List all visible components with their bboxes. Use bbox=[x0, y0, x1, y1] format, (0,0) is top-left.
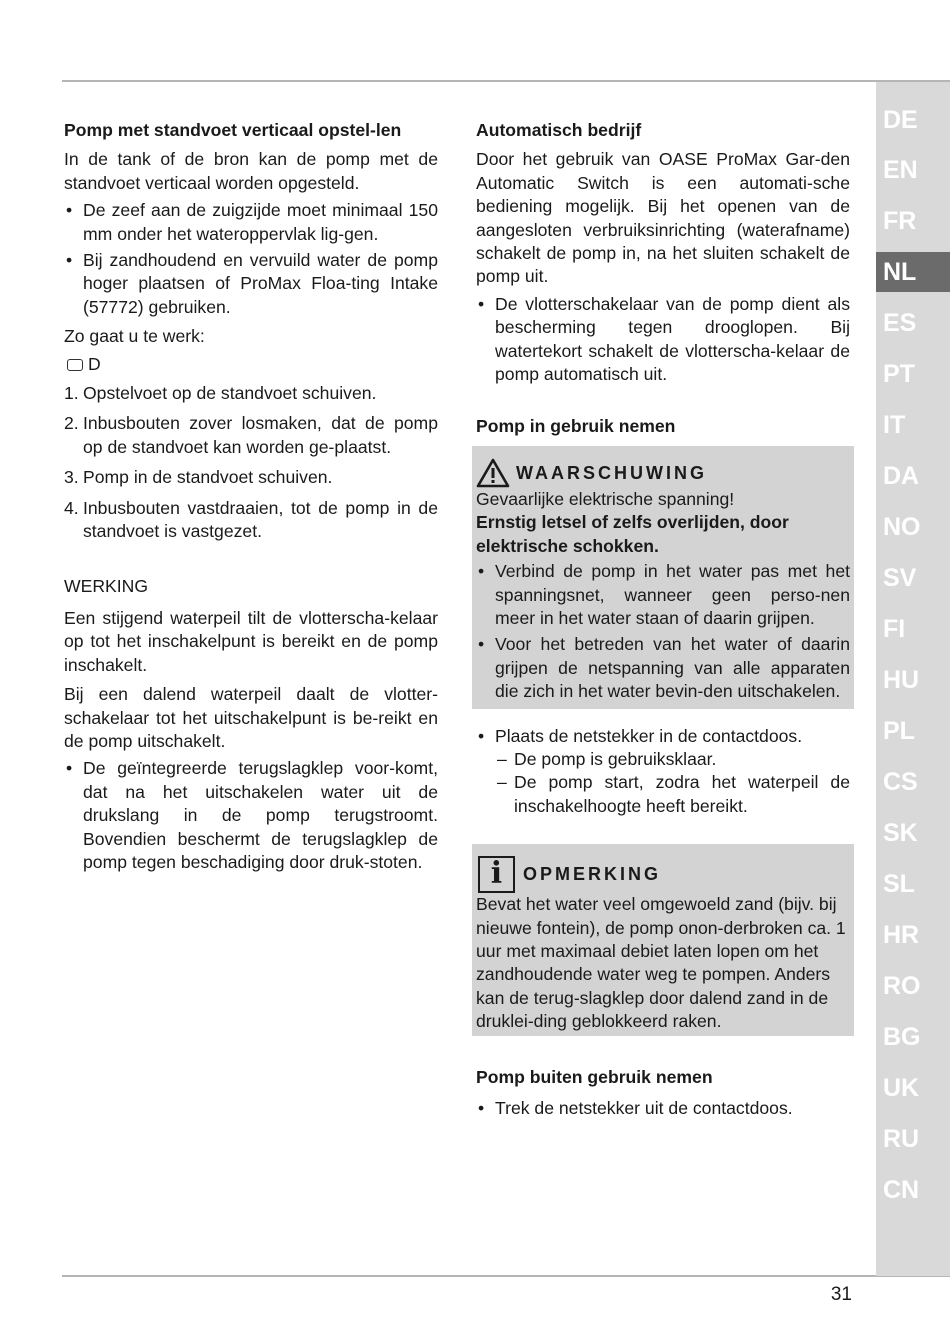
bullet-list bbox=[64, 757, 438, 874]
section-heading-werking: WERKING bbox=[64, 575, 149, 596]
lang-tab-no[interactable]: NO bbox=[883, 513, 921, 541]
bullet-list bbox=[476, 1097, 850, 1120]
lang-tab-de[interactable]: DE bbox=[883, 106, 918, 134]
lang-tab-fi[interactable]: FI bbox=[883, 615, 906, 643]
bullet-list bbox=[476, 293, 850, 387]
lang-tab-es[interactable]: ES bbox=[883, 309, 917, 337]
lang-tab-cn[interactable]: CN bbox=[883, 1176, 920, 1204]
section-heading-standvoet: Pomp met standvoet verticaal opstel-len bbox=[64, 120, 402, 140]
right-column bbox=[476, 119, 850, 1123]
note-box bbox=[472, 844, 854, 1035]
lang-tab-nl[interactable]: NL bbox=[876, 252, 950, 292]
lang-tab-sk[interactable]: SK bbox=[883, 819, 918, 847]
warning-title-row bbox=[476, 458, 850, 488]
lang-tab-ro[interactable]: RO bbox=[883, 972, 921, 1000]
book-icon bbox=[67, 359, 83, 371]
info-icon: i bbox=[478, 856, 515, 893]
paragraph: Bij een dalend waterpeil daalt de vlotter-schakelaar tot het uitschakelpunt is be-reikt en de pomp uitschakelt. bbox=[64, 684, 438, 751]
warning-triangle-icon bbox=[476, 458, 510, 488]
step-item bbox=[64, 412, 438, 459]
step-text: Inbusbouten zover losmaken, dat de pomp op de standvoet kan worden ge-plaatst. bbox=[83, 413, 438, 457]
list-item: • Plaats de netstekker in de contactdoos. bbox=[476, 725, 850, 748]
top-rule bbox=[62, 80, 950, 82]
step-number: 2. bbox=[64, 413, 79, 434]
dash-item: – De pomp is gebruiksklaar. bbox=[495, 748, 850, 771]
lang-tab-sv[interactable]: SV bbox=[883, 564, 917, 592]
section-heading-in-gebruik: Pomp in gebruik nemen bbox=[476, 416, 676, 437]
lang-tab-en[interactable]: EN bbox=[883, 156, 918, 184]
warning-line: Gevaarlijke elektrische spanning! bbox=[476, 488, 735, 509]
lang-tab-pt[interactable]: PT bbox=[883, 360, 915, 388]
list-item: • De vlotterschakelaar van de pomp dient als bescherming tegen drooglopen. Bij watertekort schakelt de vlotterscha-kelaar de pomp automatisch uit. bbox=[476, 293, 850, 387]
paragraph: In de tank of de bron kan de pomp met de standvoet verticaal worden opgesteld. bbox=[64, 149, 438, 193]
dash-item: – De pomp start, zodra het waterpeil de inschakelhoogte heeft bereikt. bbox=[495, 771, 850, 818]
section-heading-automatisch: Automatisch bedrijf bbox=[476, 120, 642, 140]
step-text: Inbusbouten vastdraaien, tot de pomp in de standvoet is vastgezet. bbox=[83, 497, 438, 542]
bottom-rule bbox=[62, 1275, 950, 1277]
note-title: OPMERKING bbox=[523, 864, 662, 885]
step-text: Opstelvoet op de standvoet schuiven. bbox=[83, 383, 377, 404]
lang-tab-pl[interactable]: PL bbox=[883, 717, 915, 745]
step-number: 4. bbox=[64, 497, 79, 518]
bullet-list bbox=[476, 725, 850, 748]
lang-tab-fr[interactable]: FR bbox=[883, 207, 917, 235]
lang-tab-it[interactable]: IT bbox=[883, 411, 906, 439]
step-item bbox=[64, 497, 438, 544]
step-number: 3. bbox=[64, 467, 79, 488]
paragraph: Zo gaat u te werk: bbox=[64, 326, 205, 347]
lang-tab-sl[interactable]: SL bbox=[883, 870, 915, 898]
language-sidebar bbox=[876, 82, 950, 1276]
note-title-row bbox=[476, 852, 850, 893]
warning-line-bold: Ernstig letsel of zelfs overlijden, door elektrische schokken. bbox=[476, 512, 789, 556]
paragraph: Een stijgend waterpeil tilt de vlotterscha-kelaar op tot het inschakelpunt is bereikt en de pomp inschakelt. bbox=[64, 607, 438, 675]
step-item bbox=[64, 466, 438, 489]
lang-tab-hu[interactable]: HU bbox=[883, 666, 920, 694]
list-item: • Verbind de pomp in het water pas met het spanningsnet, wanneer geen perso-nen meer in het water staan of daarin grijpen. bbox=[476, 560, 850, 630]
list-item: • Trek de netstekker uit de contactdoos. bbox=[476, 1097, 850, 1120]
section-heading-buiten-gebruik: Pomp buiten gebruik nemen bbox=[476, 1066, 713, 1087]
list-item: • De geïntegreerde terugslagklep voor-komt, dat na het uitschakelen water uit de drukslang in de pomp terugstroomt. Bovendien beschermt de terugslagklep de pomp tegen beschadiging door druk-stoten. bbox=[64, 757, 438, 874]
dash-list bbox=[495, 748, 850, 818]
numbered-steps bbox=[64, 382, 438, 543]
bullet-list bbox=[64, 199, 438, 319]
paragraph: Door het gebruik van OASE ProMax Gar-den Automatic Switch is een automati-sche bediening mogelijk. Bij het openen van de aangesloten verbruiksinrichting (waterafname) schakelt de pomp in, na het sluiten schakelt de pomp uit. bbox=[476, 149, 850, 287]
left-column bbox=[64, 119, 438, 877]
list-item: • Voor het betreden van het water of daarin grijpen de netspanning van alle apparaten die zich in het water bevin-den uitschakelen. bbox=[476, 633, 850, 703]
lang-tab-cs[interactable]: CS bbox=[883, 768, 918, 796]
warning-bullets bbox=[476, 560, 850, 703]
figure-label: D bbox=[88, 353, 101, 374]
lang-tab-bg[interactable]: BG bbox=[883, 1023, 921, 1051]
warning-title: WAARSCHUWING bbox=[516, 462, 707, 483]
lang-tab-hr[interactable]: HR bbox=[883, 921, 920, 949]
figure-reference bbox=[64, 353, 438, 376]
list-item: • Bij zandhoudend en vervuild water de pomp hoger plaatsen of ProMax Floa-ting Intake (57772) gebruiken. bbox=[64, 249, 438, 319]
warning-box bbox=[472, 446, 854, 709]
page-number: 31 bbox=[830, 1284, 852, 1305]
step-text: Pomp in de standvoet schuiven. bbox=[83, 467, 333, 488]
list-item: • De zeef aan de zuigzijde moet minimaal 150 mm onder het wateroppervlak lig-gen. bbox=[64, 199, 438, 246]
lang-tab-uk[interactable]: UK bbox=[883, 1074, 920, 1102]
step-item bbox=[64, 382, 438, 405]
step-number: 1. bbox=[64, 383, 79, 404]
lang-tab-da[interactable]: DA bbox=[883, 462, 920, 490]
note-text: Bevat het water veel omgewoeld zand (bijv. bij nieuwe fontein), de pomp onon-derbroken ca. 1 uur met maximaal debiet laten lopen om het zandhoudende water weg te pompen. Anders kan de terug-slagklep door dalend zand in de druklei-ding geblokkeerd raken. bbox=[476, 894, 846, 1032]
lang-tab-ru[interactable]: RU bbox=[883, 1125, 920, 1153]
